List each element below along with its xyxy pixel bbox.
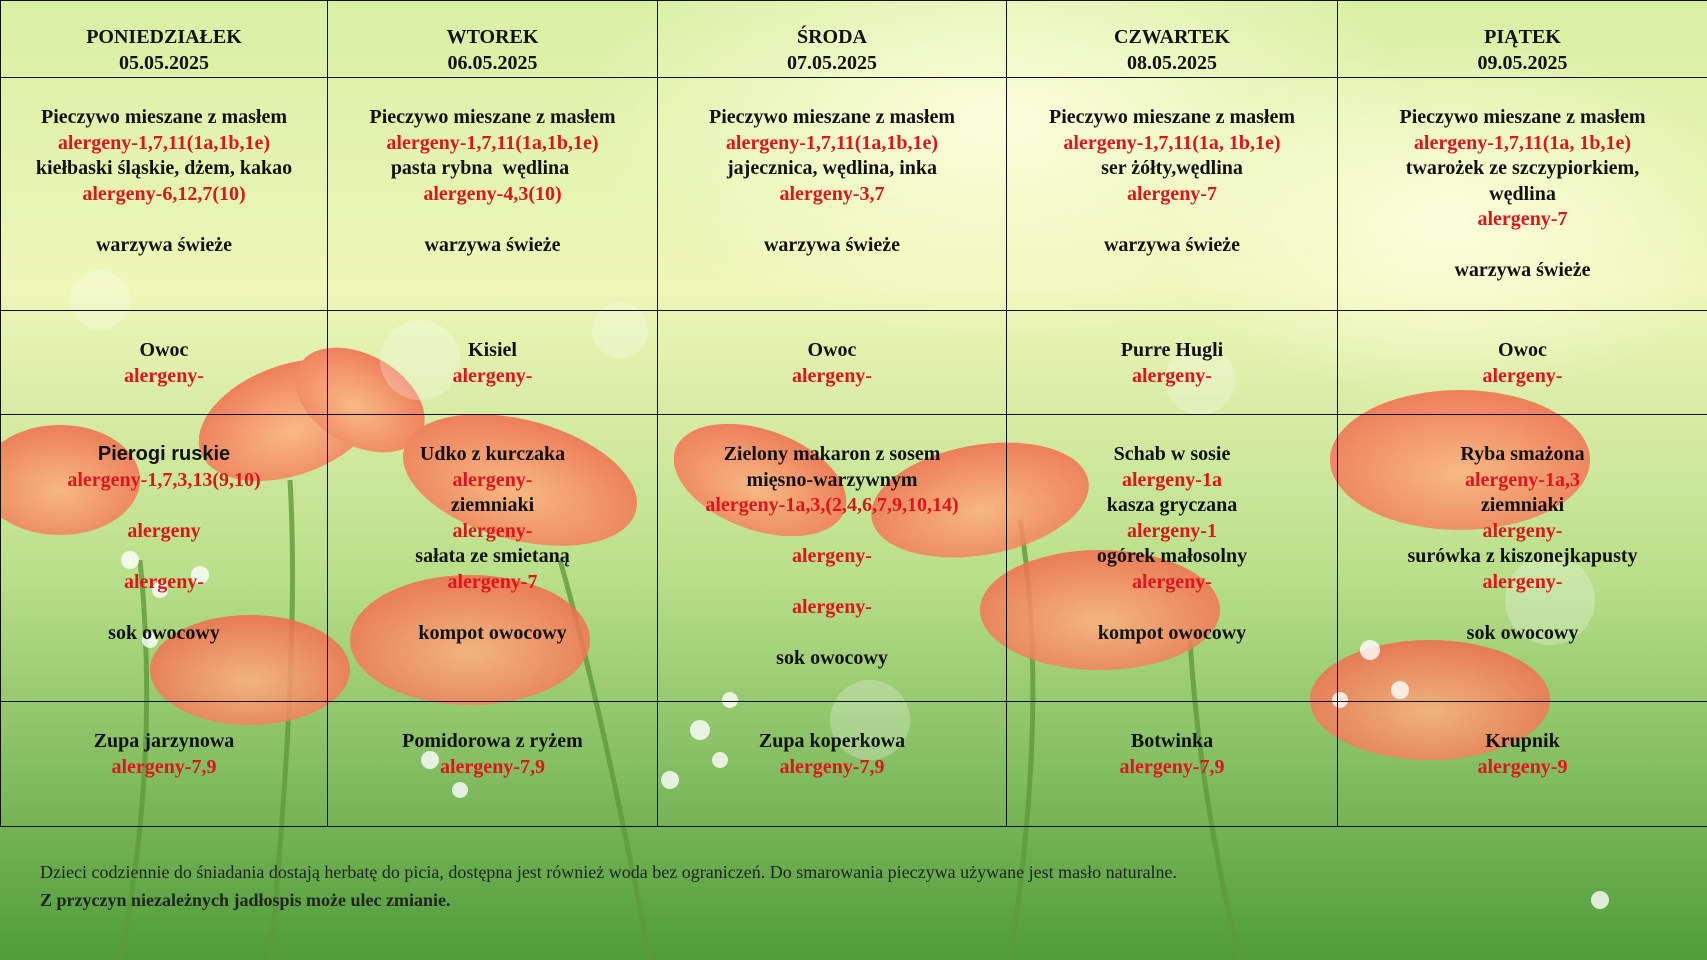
allergen-line: alergeny-3,7 [779,182,885,205]
meal-cell [1,78,328,311]
allergen-line: alergeny-1,7,3,13(9,10) [67,468,261,491]
day-header-row [1,1,1707,78]
allergen-line: alergeny- [1482,570,1563,593]
allergen-line: alergeny- [1482,364,1563,387]
meal-cell [658,78,1007,311]
meal-cell [1007,702,1338,827]
menu-item-line: sok owocowy [108,621,220,644]
allergen-line: alergeny-7,9 [1119,755,1225,778]
footer [40,858,1177,914]
day-name: PONIEDZIAŁEK [86,26,242,48]
menu-item-line [664,570,1000,596]
meal-cell [1338,702,1707,827]
menu-item-line: warzywa świeże [1454,259,1591,281]
allergen-line: alergeny-9 [1477,755,1568,778]
menu-item-line: ser żółty,wędlina [1101,157,1243,179]
menu-item-line: ziemniaki [1480,494,1565,516]
allergen-line: alergeny- [792,364,872,387]
menu-item-line: Zupa koperkowa [758,730,906,752]
allergen-line: alergeny- [792,596,872,618]
allergen-line: alergeny-1,7,11(1a, 1b,1e) [1413,131,1632,154]
menu-item-line: Pieczywo mieszane z masłem [40,106,287,128]
meal-cell [658,415,1007,702]
day-name: PIĄTEK [1484,26,1561,48]
allergen-line: alergeny- [1132,364,1212,387]
allergen-line: alergeny-1,7,11(1a, 1b,1e) [1063,131,1281,154]
menu-item-line: pasta rybna wędlina [390,157,595,179]
meal-cell [1,415,328,702]
soup-row [1,702,1707,827]
menu-item-line [1013,207,1331,233]
meal-cell [1338,311,1707,415]
meal-cell [1,702,328,827]
menu-item-line: Krupnik [1485,730,1560,752]
menu-item-line: Udko z kurczaka [419,443,566,465]
menu-item-line: Pieczywo mieszane z masłem [1048,106,1295,128]
day-header-wednesday [658,1,1007,78]
allergen-line: alergeny- [1132,570,1212,593]
menu-item-line: Pomidorowa z ryżem [402,730,583,752]
day-date: 05.05.2025 [119,51,209,74]
day-date: 06.05.2025 [447,51,538,74]
allergen-line: alergeny-6,12,7(10) [82,182,246,205]
menu-item-line: kompot owocowy [1097,621,1247,644]
menu-item-line: kasza gryczana [1106,494,1238,516]
menu-item-line: kompot owocowy [418,621,567,644]
meal-cell [328,702,658,827]
meal-cell [328,311,658,415]
menu-item-line: Kisiel [468,339,517,361]
allergen-line: alergeny- [1482,519,1563,542]
menu-item-line [664,621,1000,647]
menu-item-line: warzywa świeże [95,233,233,256]
allergen-line: alergeny-1,7,11(1a,1b,1e) [725,131,939,154]
menu-item-line: wędlina [1489,182,1556,205]
allergen-line: alergeny-1a,3 [1465,468,1580,491]
allergen-line: alergeny-1,7,11(1a,1b,1e) [57,131,271,154]
menu-item-line: ziemniaki [450,494,535,516]
allergen-line: alergeny- [124,364,204,387]
breakfast-row [1,78,1707,311]
menu-item-line: Pieczywo mieszane z masłem [369,106,616,128]
menu-item-line [7,595,321,621]
menu-item-line: Owoc [139,339,189,361]
menu-item-line: sałata ze smietaną [415,545,570,567]
day-name: WTOREK [446,26,539,48]
menu-item-line: Pieczywo mieszane z masłem [708,106,955,128]
allergen-line: alergeny- [792,545,872,567]
meal-cell [1007,78,1338,311]
menu-item-line [334,595,651,621]
allergen-line: alergeny-7 [1127,182,1217,205]
menu-item-line: surówka z kiszonejkapusty [1407,545,1638,567]
meal-cell [1007,415,1338,702]
day-header-tuesday [328,1,658,78]
meal-cell [328,415,658,702]
menu-item-line [334,207,651,233]
menu-item-line: warzywa świeże [763,233,901,256]
menu-item-line [7,207,321,233]
allergen-line: alergeny-7,9 [779,755,885,778]
menu-item-line: ogórek małosolny [1096,545,1248,567]
allergen-line: alergeny-7,9 [111,755,217,778]
menu-item-line: kiełbaski śląskie, dżem, kakao [35,157,293,179]
meal-cell [658,311,1007,415]
menu-item-line: Zielony makaron z sosem [723,443,941,465]
menu-item-line: jajecznica, wędlina, inka [727,157,937,179]
allergen-line: alergeny-7 [1477,208,1568,230]
meal-cell [658,702,1007,827]
snack-row [1,311,1707,415]
menu-item-line: sok owocowy [776,647,888,669]
menu-item-line: Owoc [1498,339,1547,361]
menu-item-line: Botwinka [1130,730,1214,752]
day-header-friday [1338,1,1707,78]
day-date: 08.05.2025 [1127,51,1217,74]
menu-item-line: mięsno-warzywnym [746,468,918,491]
day-header-monday [1,1,328,78]
menu-item-line: Pieczywo mieszane z masłem [1399,106,1646,128]
menu-item-line [1344,233,1701,259]
menu-item-line [664,519,1000,545]
allergen-line: alergeny-1,7,11(1a,1b,1e) [386,131,599,154]
dinner-row [1,415,1707,702]
allergen-line: alergeny-4,3(10) [423,182,562,205]
day-name: CZWARTEK [1114,26,1230,48]
footer-note: Dzieci codziennie do śniadania dostają herbatę do picia, dostępna jest również woda bez ograniczeń. Do smarowania pieczywa używane jest masło naturalne. [40,862,1178,882]
menu-item-line [7,493,321,519]
menu-item-line: warzywa świeże [1103,233,1241,256]
meal-cell [328,78,658,311]
menu-item-line [1344,595,1701,621]
allergen-line: alergeny- [452,519,533,542]
allergen-line: alergeny- [452,468,533,491]
menu-item-line: Zupa jarzynowa [93,730,235,752]
menu-item-line [664,207,1000,233]
menu-item-line [7,544,321,570]
day-date: 09.05.2025 [1477,51,1568,74]
menu-item-line: Ryba smażona [1460,443,1585,465]
allergen-line: alergeny-7,9 [440,755,545,778]
menu-item-line: sok owocowy [1466,621,1579,644]
allergen-line: alergeny-1a [1122,468,1222,491]
menu-item-line: Pierogi ruskie [97,443,231,465]
menu-item-line: Owoc [807,339,857,361]
meal-cell [1,311,328,415]
menu-item-line: twarożek ze szczypiorkiem, [1405,157,1640,179]
allergen-line: alergeny- [124,570,204,593]
menu-item-line [1013,595,1331,621]
footer-warning: Z przyczyn niezależnych jadłospis może ulec zmianie. [40,890,451,910]
menu-item-line: Schab w sosie [1113,443,1231,465]
menu-item-line: warzywa świeże [424,233,561,256]
day-date: 07.05.2025 [787,51,877,74]
allergen-line: alergeny [127,519,201,542]
day-name: ŚRODA [796,26,867,48]
meal-cell [1338,415,1707,702]
allergen-line: alergeny-7 [447,570,538,593]
allergen-line: alergeny-1 [1127,519,1217,542]
day-header-thursday [1007,1,1338,78]
allergen-line: alergeny-1a,3,(2,4,6,7,9,10,14) [705,494,959,516]
menu-item-line: Purre Hugli [1120,339,1224,361]
meal-cell [1338,78,1707,311]
meal-cell [1007,311,1338,415]
allergen-line: alergeny- [452,364,533,387]
